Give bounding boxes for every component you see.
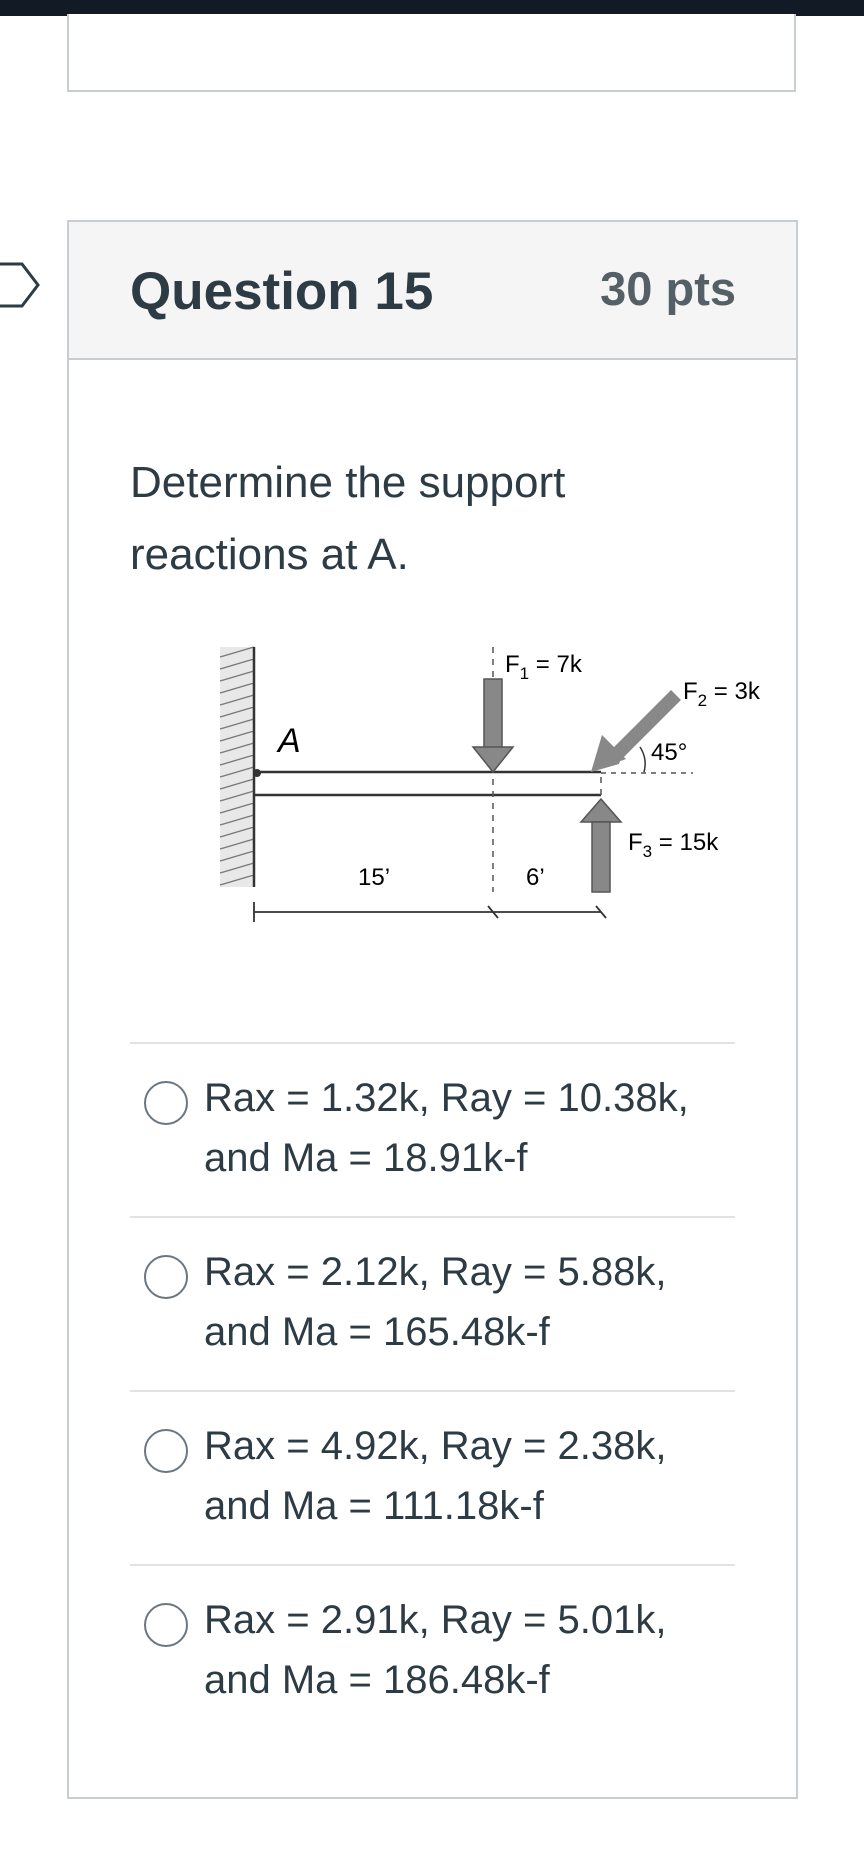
f1-arrow (473, 679, 513, 772)
question-text: Determine the support reactions at A. (130, 458, 566, 579)
support-label: A (278, 722, 301, 760)
answer-option[interactable] (130, 1390, 735, 1564)
f1-label: $F_1 = 7k$ (505, 651, 582, 683)
question-title: Question 15 (130, 262, 434, 321)
answer-text: Rax = 4.92k, Ray = 2.38k, and Ma = 111.18k-f (204, 1424, 667, 1528)
dimension-15ft: 15’ (358, 864, 391, 891)
answer-text: Rax = 2.91k, Ray = 5.01k, and Ma = 186.48k-f (204, 1598, 667, 1702)
radio-button[interactable] (144, 1429, 188, 1473)
radio-button[interactable] (144, 1081, 188, 1125)
answer-text: Rax = 1.32k, Ray = 10.38k, and Ma = 18.91k-f (204, 1076, 689, 1180)
dimension-6ft: 6’ (526, 864, 545, 891)
wall-support (220, 647, 254, 887)
answer-list (130, 1042, 735, 1738)
answer-option[interactable] (130, 1564, 735, 1738)
beam-diagram (148, 647, 760, 987)
f3-label: $F_3 = 15k$ (628, 829, 719, 861)
previous-question-card (67, 14, 796, 92)
dimension-line (254, 902, 606, 922)
flag-question-icon[interactable] (0, 262, 42, 308)
answer-option[interactable] (130, 1042, 735, 1216)
angle-label: 45° (651, 739, 688, 766)
radio-button[interactable] (144, 1603, 188, 1647)
question-header (69, 222, 796, 360)
f2-label: $F_2 = 3k$ (683, 678, 760, 710)
f3-arrow (581, 799, 621, 892)
answer-option[interactable] (130, 1216, 735, 1390)
question-points: 30 pts (600, 262, 736, 315)
question-card (67, 220, 798, 1799)
radio-button[interactable] (144, 1255, 188, 1299)
beam (253, 769, 601, 795)
answer-text: Rax = 2.12k, Ray = 5.88k, and Ma = 165.48k-f (204, 1250, 667, 1354)
angle-arc (640, 747, 645, 772)
